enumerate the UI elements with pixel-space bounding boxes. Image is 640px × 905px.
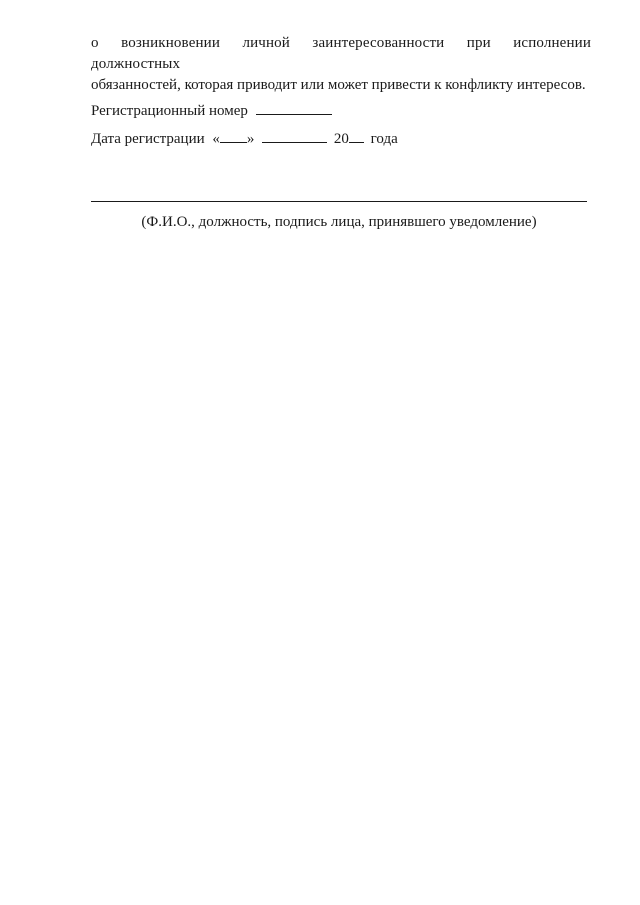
notice-intro-text [91,33,591,96]
intro-line-2: обязанностей, которая приводит или может привести к конфликту интересов. [91,77,586,93]
month-blank[interactable] [262,128,327,143]
day-blank[interactable] [220,128,247,143]
registration-date-row [91,128,398,149]
date-close-quote: » [246,131,255,147]
date-open-quote: « [212,131,220,147]
intro-line-1: о возникновении личной заинтересованности при исполнении должностных [91,35,591,72]
signature-line[interactable] [91,201,587,202]
registration-number-row [91,100,332,121]
registration-number-blank[interactable] [256,100,332,115]
signature-caption: (Ф.И.О., должность, подпись лица, принявшего уведомление) [141,214,537,230]
year-suffix: года [370,131,398,147]
registration-date-label: Дата регистрации [91,131,205,147]
registration-number-label: Регистрационный номер [91,103,248,119]
year-prefix: 20 [333,131,349,147]
year-blank[interactable] [349,128,364,143]
